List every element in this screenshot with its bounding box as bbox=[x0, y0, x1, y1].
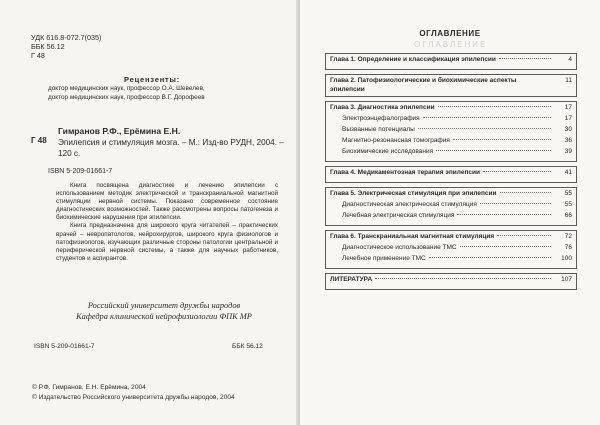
toc-leader-dots bbox=[453, 139, 551, 140]
copyright-authors: © Р.Ф. Гимранов, Е.Н. Ерёмина, 2004 bbox=[32, 384, 146, 391]
toc-leader-dots bbox=[438, 106, 551, 107]
reviewers-title: Рецензенты: bbox=[124, 75, 181, 84]
toc-page-number: 17 bbox=[564, 115, 572, 123]
publisher-university: Российский университет дружбы народов bbox=[87, 301, 241, 310]
toc-section bbox=[325, 74, 577, 97]
toc-subsection-row bbox=[330, 115, 572, 126]
toc-entry-label: Глава 4. Медикаментозная терапия эпилепсии bbox=[330, 169, 480, 177]
toc-page-number: 41 bbox=[564, 169, 572, 177]
authors: Гимранов Р.Ф., Ерёмина Е.Н. bbox=[58, 126, 181, 136]
toc-page-number: 4 bbox=[568, 56, 572, 63]
toc-subsection-row bbox=[330, 244, 572, 255]
toc-subsection-row bbox=[330, 126, 572, 137]
toc-entry-label: Диагностическое использование ТМС bbox=[342, 244, 457, 252]
toc-leader-dots bbox=[436, 150, 551, 151]
table-of-contents bbox=[325, 53, 577, 294]
toc-leader-dots bbox=[483, 171, 551, 172]
reviewers-list bbox=[48, 85, 278, 102]
toc-leader-dots bbox=[423, 117, 551, 118]
toc-section bbox=[325, 53, 577, 70]
udk-code: УДК 616.8-072.7(035) bbox=[31, 33, 102, 42]
toc-leader-dots bbox=[457, 214, 551, 215]
toc-subsection-row bbox=[330, 137, 572, 148]
toc-chapter-row bbox=[330, 169, 572, 180]
toc-page-number: 76 bbox=[564, 244, 572, 252]
toc-leader-dots bbox=[500, 192, 551, 193]
annotation-paragraph-1: Книга посвящена диагностике и лечению эпилепсии с использованием методик электрической и транскраниальной магнитной стимуляции нервной системы. Показано современное состояние диагностических возможностей. Также рассмотрены вопросы патогенеза и биохимические нарушения при эпилепсии. bbox=[56, 182, 278, 222]
toc-page-number: 55 bbox=[564, 190, 572, 198]
bibliographic-record bbox=[58, 126, 288, 159]
toc-page-number: 66 bbox=[564, 212, 572, 220]
toc-entry-label: Биохимические исследования bbox=[342, 148, 434, 156]
toc-page-number: 100 bbox=[561, 255, 572, 263]
toc-page-number: 30 bbox=[564, 126, 572, 134]
toc-entry-label: Лечебное применение ТМС bbox=[342, 255, 426, 263]
toc-section bbox=[325, 230, 577, 269]
toc-chapter-row bbox=[330, 190, 572, 201]
toc-leader-dots bbox=[460, 246, 551, 247]
toc-entry-label: Глава 2. Патофизиологические и биохимические аспекты эпилепсии bbox=[330, 77, 517, 93]
toc-leader-dots bbox=[499, 58, 551, 59]
toc-chapter-row bbox=[330, 77, 572, 94]
toc-chapter-row bbox=[330, 276, 572, 287]
toc-entry-label: Вызванные потенциалы bbox=[342, 126, 415, 134]
toc-subsection-row bbox=[330, 148, 572, 159]
publisher-department: Кафедра клинической нейрофизиологии ФПК МР bbox=[76, 312, 252, 321]
toc-page-number: 36 bbox=[564, 137, 572, 145]
toc-page-number: 17 bbox=[564, 104, 572, 112]
toc-page-number: 72 bbox=[564, 233, 572, 241]
toc-section bbox=[325, 166, 577, 183]
ghost-bleedthrough: ОГЛАВЛЕНИЕ bbox=[414, 40, 488, 49]
reviewer-1: доктор медицинских наук, профессор О.А. Шевелев, bbox=[48, 85, 205, 92]
toc-leader-dots bbox=[429, 257, 551, 258]
toc-chapter-row bbox=[330, 233, 572, 244]
toc-entry-label: Магнитно-резонансная томография bbox=[342, 137, 450, 145]
author-code: Г 48 bbox=[31, 51, 45, 60]
toc-leader-dots bbox=[497, 235, 551, 236]
toc-subsection-row bbox=[330, 212, 572, 223]
bib-title: Эпилепсия и стимуляция мозга. – М.: Изд-во РУДН, 2004. – 120 с. bbox=[58, 138, 284, 158]
toc-leader-dots bbox=[375, 278, 551, 279]
toc-page-number: 107 bbox=[561, 276, 572, 284]
isbn-bottom: ISBN 5-209-01661-7 bbox=[34, 343, 95, 350]
annotation-paragraph-2: Книга предназначена для широкого круга читателей – практических врачей – невропатологов, нейрохирургов, широкого круга физиологов и патофизиологов, изучающих различные стороны патологии центральной и периферической нервной системы, а также для научных работников, студентов и аспирантов. bbox=[56, 222, 278, 262]
toc-section bbox=[325, 273, 577, 290]
toc-entry-label: Глава 1. Определение и классификация эпилепсии bbox=[330, 56, 496, 63]
isbn-top: ISBN 5-209-01661-7 bbox=[48, 168, 113, 175]
copyright-block bbox=[32, 383, 235, 402]
bbk-bottom: ББК 56.12 bbox=[232, 343, 263, 350]
toc-subsection-row bbox=[330, 255, 572, 266]
toc-entry-label: Глава 3. Диагностика эпилепсии bbox=[330, 104, 435, 112]
toc-entry-label: Глава 5. Электрическая стимуляция при эпилепсии bbox=[330, 190, 497, 198]
toc-subsection-row bbox=[330, 201, 572, 212]
toc-page-number: 55 bbox=[564, 201, 572, 209]
reviewer-2: доктор медицинских наук, профессор В.Г. Дорофеев bbox=[48, 93, 205, 101]
toc-chapter-row bbox=[330, 104, 572, 115]
publisher-block bbox=[44, 300, 284, 322]
toc-title: ОГЛАВЛЕНИЕ bbox=[419, 29, 481, 38]
toc-section bbox=[325, 187, 577, 226]
toc-section bbox=[325, 101, 577, 162]
annotation bbox=[56, 182, 278, 263]
copyright-publisher: © Издательство Российского университета дружбы народов, 2004 bbox=[32, 393, 235, 401]
bbk-code: ББК 56.12 bbox=[31, 42, 65, 51]
toc-leader-dots bbox=[480, 203, 551, 204]
toc-chapter-row bbox=[330, 56, 572, 67]
toc-page-number: 39 bbox=[564, 148, 572, 156]
toc-leader-dots bbox=[418, 128, 551, 129]
toc-entry-label: ЛИТЕРАТУРА bbox=[330, 276, 373, 284]
toc-entry-label: Глава 6. Транскраниальная магнитная стимуляция bbox=[330, 233, 495, 241]
toc-entry-label: Диагностическая электрическая стимуляция bbox=[342, 201, 477, 209]
classification-codes bbox=[31, 33, 101, 60]
toc-entry-label: Электроэнцефалография bbox=[342, 115, 420, 123]
bib-code: Г 48 bbox=[31, 136, 47, 145]
toc-page-number: 11 bbox=[565, 77, 572, 84]
toc-entry-label: Лечебная электрическая стимуляция bbox=[342, 212, 455, 220]
